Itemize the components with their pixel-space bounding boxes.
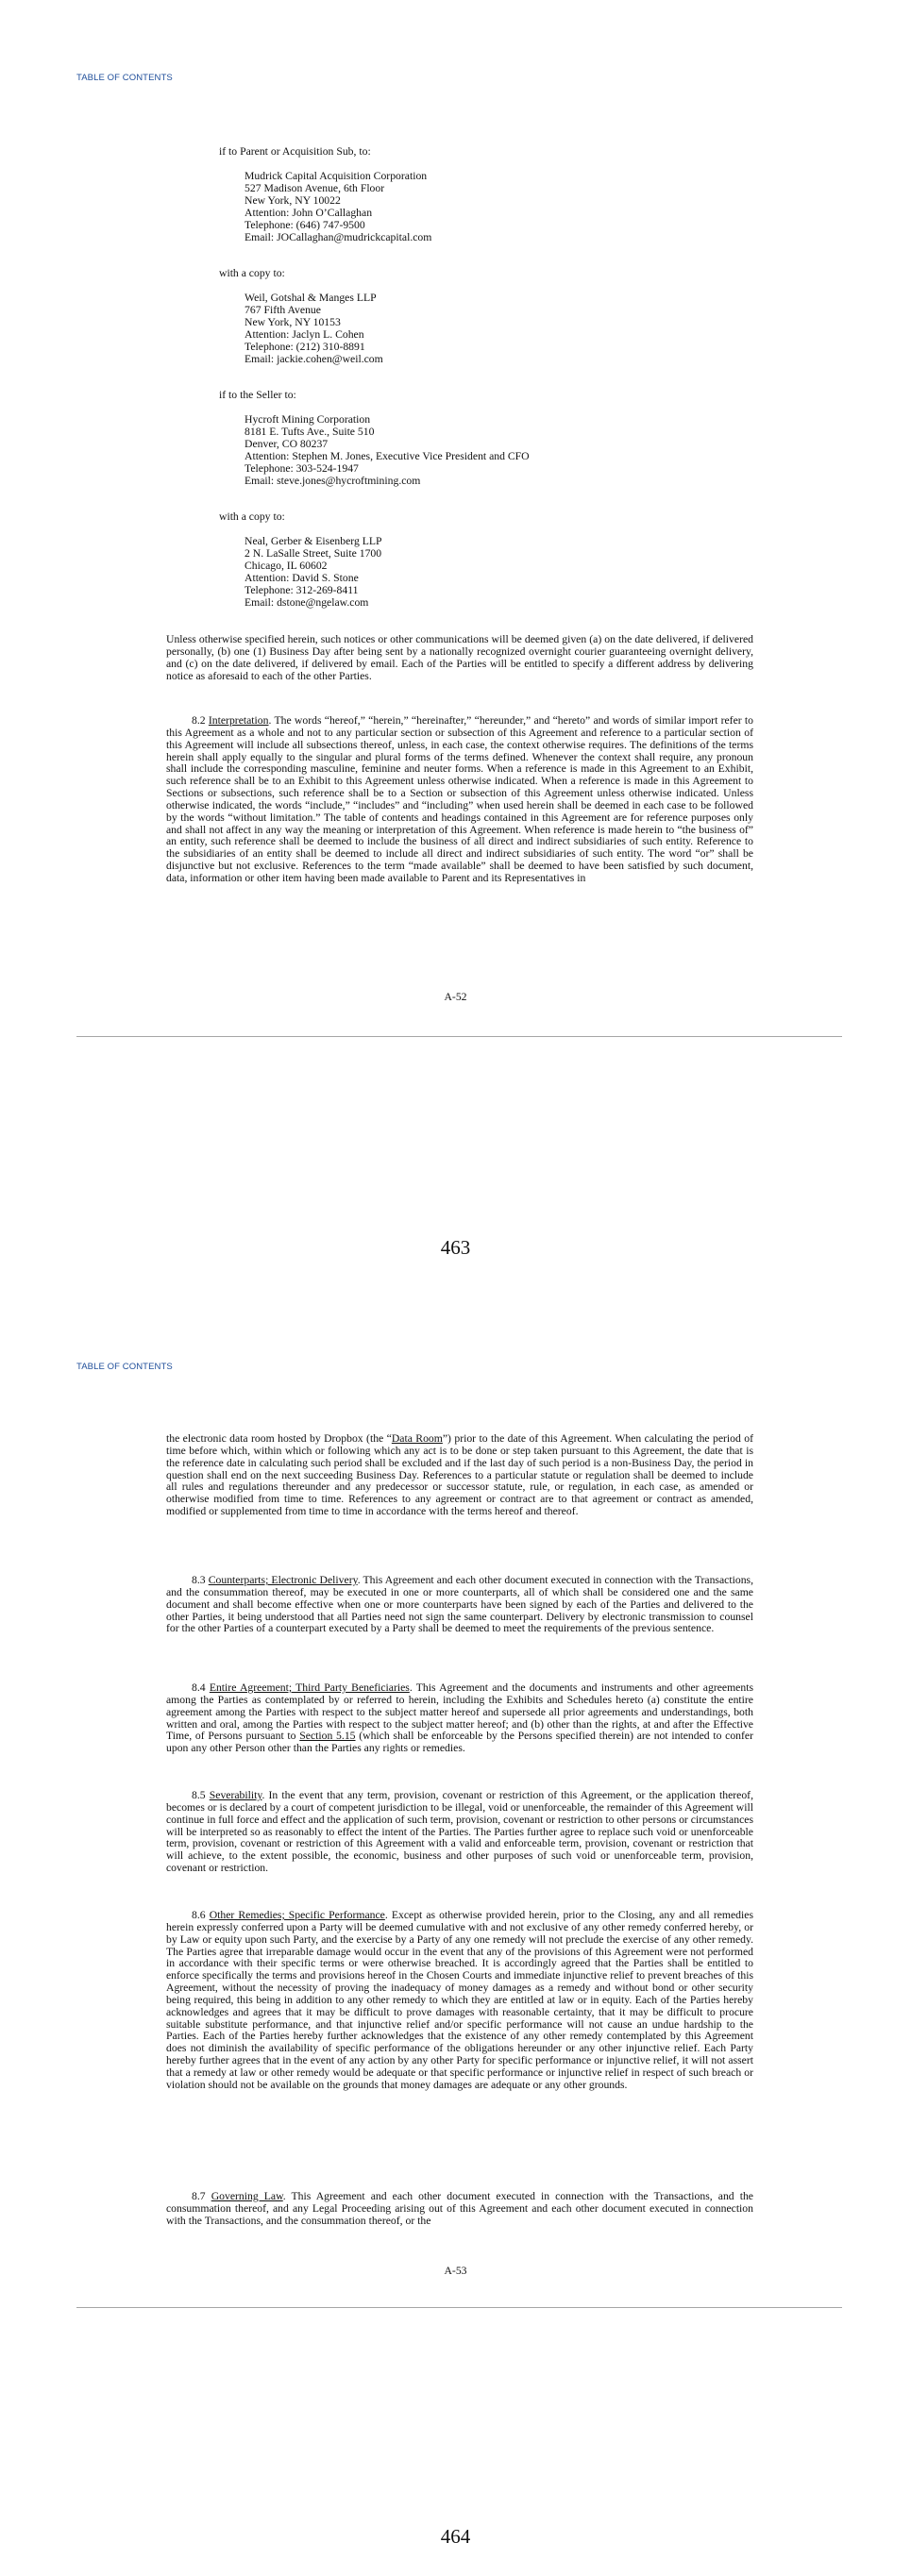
section-body: . This Agreement and the documents and instruments and other agreements among the Parties as contemplated by or referred to herein, including the Exhibits and Schedules hereto (a) constitute the entire agreement among the Parties with respect to the subject matter hereof and supersede all prior agreements and understandings, both written and oral, among the Parties with respect to the subject matter hereof; and (b) other than the rights, at and after the Effective Time, of Persons pursuant to <box>166 1681 754 1743</box>
data-room-term: Data Room <box>391 1432 443 1445</box>
section-8-5-severability <box>166 1790 753 1875</box>
address-line: Attention: Jaclyn L. Cohen <box>245 328 364 342</box>
section-8-4-entire-agreement <box>166 1682 753 1755</box>
address-line: Telephone: (646) 747-9500 <box>245 219 365 232</box>
address-line: 2 N. LaSalle Street, Suite 1700 <box>245 547 382 560</box>
table-of-contents-link[interactable]: TABLE OF CONTENTS <box>76 1362 173 1372</box>
section-body: . This Agreement and each other document executed in connection with the Transactions, and the consummation thereof, and any Legal Proceeding arising out of this Agreement and each other document executed in connection with the Transactions, and the consummation thereof, or the <box>166 2190 753 2227</box>
parent-address <box>245 170 431 244</box>
section-body: . This Agreement and each other document executed in connection with the Transactions, and the consummation thereof, may be executed in one or more counterparts, all of which shall be considered one and the same document and shall become effective when one or more counterparts have been signed by each of the Parties and delivered to the other Parties, it being understood that all Parties need not sign the same counterpart. Delivery by electronic transmission to counsel for the other Parties of a counterpart executed by a Party shall be deemed to meet the requirements of the previous sentence. <box>166 1574 754 1635</box>
address-line: 8181 E. Tufts Ave., Suite 510 <box>245 426 375 439</box>
address-line: Email: jackie.cohen@weil.com <box>245 353 383 366</box>
address-line: Telephone: 312-269-8411 <box>245 584 359 597</box>
section-number: 8.5 <box>192 1789 206 1801</box>
section-title: Entire Agreement; Third Party Beneficiaries <box>209 1681 410 1694</box>
seller-heading: if to the Seller to: <box>219 389 296 401</box>
page-footer-a53: A-53 <box>444 2265 467 2277</box>
address-line: Weil, Gotshal & Manges LLP <box>245 292 377 304</box>
section-8-3-counterparts <box>166 1575 753 1635</box>
address-line: Telephone: 303-524-1947 <box>245 462 359 476</box>
address-line: Email: dstone@ngelaw.com <box>245 596 369 610</box>
address-line: Neal, Gerber & Eisenberg LLP <box>245 535 382 547</box>
section-title: Severability <box>209 1789 262 1801</box>
notice-paragraph: Unless otherwise specified herein, such notices or other communications will be deemed given (a) on the date delivered, if delivered personally, (b) one (1) Business Day after being sent by a nationally recognized overnight courier guaranteeing overnight delivery, and (c) on the date delivered, if delivered by email. Each of the Parties will be entitled to specify a different address by delivering notice as aforesaid to each of the other Parties. <box>166 633 753 682</box>
section-8-7-governing-law <box>166 2191 753 2228</box>
copy-heading-parent: with a copy to: <box>219 267 285 279</box>
address-line: New York, NY 10022 <box>245 194 341 208</box>
page-number-463: 463 <box>440 1236 471 1259</box>
address-line: Attention: John O’Callaghan <box>245 207 373 220</box>
address-line: Denver, CO 80237 <box>245 438 329 451</box>
section-title: Governing Law <box>211 2190 283 2202</box>
address-line: Attention: Stephen M. Jones, Executive Vice President and CFO <box>245 450 530 463</box>
page-footer-a52: A-52 <box>444 991 467 1003</box>
copy-address-parent <box>245 292 383 366</box>
cont-text: the electronic data room hosted by Dropbox (the “ <box>166 1432 392 1445</box>
section-number: 8.3 <box>192 1574 206 1586</box>
address-line: 767 Fifth Avenue <box>245 304 321 317</box>
cont-text: ”) prior to the date of this Agreement. When calculating the period of time before which, within which or following which any act is to be done or step taken pursuant to this Agreement, the date that is the reference date in calculating such period shall be excluded and if the last day of such period is a non-Business Day, the period in question shall end on the next succeeding Business Day. References to a particular statute or regulation shall be deemed to include all rules and regulations thereunder and any predecessor or successor statute, rule, or regulation, in each case, as amended or otherwise modified from time to time. References to any agreement or contract are to that agreement or contract as amended, modified or supplemented from time to time in accordance with the terms hereof and thereof. <box>166 1432 753 1518</box>
section-body: (which shall be enforceable by the Persons specified therein) are not intended to confer upon any other Person other than the Parties any rights or remedies. <box>166 1730 753 1755</box>
section-5-15-reference: Section 5.15 <box>299 1730 356 1743</box>
section-number: 8.2 <box>192 714 206 727</box>
seller-address <box>245 413 530 488</box>
address-line: Attention: David S. Stone <box>245 572 359 585</box>
section-title: Other Remedies; Specific Performance <box>209 1909 385 1921</box>
address-line: Hycroft Mining Corporation <box>245 413 371 426</box>
page-divider <box>76 1036 842 1037</box>
address-line: Telephone: (212) 310-8891 <box>245 341 365 354</box>
section-body: . In the event that any term, provision, covenant or restriction of this Agreement, or the application thereof, becomes or is declared by a court of competent jurisdiction to be illegal, void or unenforceable, the remainder of this Agreement will continue in full force and effect and the application of such term, provision, covenant or restriction to other persons or circumstances will be interpreted so as reasonably to effect the intent of the Parties. The Parties further agree to replace such void or unenforceable term, provision, covenant or restriction of this Agreement with a valid and enforceable term, provision, covenant or restriction that will achieve, to the extent possible, the economic, business and other purposes of such void or unenforceable term, provision, covenant or restriction. <box>166 1789 753 1875</box>
address-line: Mudrick Capital Acquisition Corporation <box>245 170 428 182</box>
copy-address-seller <box>245 535 382 610</box>
address-line: Email: JOCallaghan@mudrickcapital.com <box>245 231 432 244</box>
page-divider <box>76 2307 842 2308</box>
section-8-6-other-remedies <box>166 1910 753 2092</box>
table-of-contents-link[interactable]: TABLE OF CONTENTS <box>76 73 173 83</box>
section-8-2-continued <box>166 1433 753 1518</box>
section-body: . Except as otherwise provided herein, prior to the Closing, any and all remedies herein expressly conferred upon a Party will be deemed cumulative with and not exclusive of any other remedy conferred hereby, or by Law or equity upon such Party, and the exercise by a Party of any one remedy will not preclude the exercise of any other remedy. The Parties agree that irreparable damage would occur in the event that any of the provisions of this Agreement were not performed in accordance with their specific terms or were otherwise breached. It is accordingly agreed that the Parties shall be entitled to enforce specifically the terms and provisions hereof in the Chosen Courts and immediate injunctive relief to prevent breaches of this Agreement, without the necessity of proving the inadequacy of money damages as a remedy and without bond or other security being required, this being in addition to any other remedy to which they are entitled at law or in equity. Each of the Parties hereby acknowledges and agrees that it may be difficult to prove damages with reasonable certainty, that it may be difficult to procure suitable substitute performance, and that injunctive relief and/or specific performance will not cause an undue hardship to the Parties. Each of the Parties hereby further acknowledges that the existence of any other remedy contemplated by this Agreement does not diminish the availability of specific performance of the obligations hereunder or any other injunctive relief. Each Party hereby further agrees that in the event of any action by any other Party for specific performance or injunctive relief, it will not assert that a remedy at law or other remedy would be adequate or that specific performance or injunctive relief in respect of such breach or violation should not be available on the grounds that money damages are adequate or any other grounds. <box>166 1909 753 2091</box>
section-8-2-interpretation <box>166 715 753 885</box>
address-line: New York, NY 10153 <box>245 316 341 329</box>
section-title: Interpretation <box>208 714 269 727</box>
copy-heading-seller: with a copy to: <box>219 510 285 523</box>
section-number: 8.6 <box>192 1909 206 1921</box>
section-number: 8.4 <box>192 1681 206 1694</box>
address-line: Email: steve.jones@hycroftmining.com <box>245 475 421 488</box>
section-title: Counterparts; Electronic Delivery <box>208 1574 358 1586</box>
section-number: 8.7 <box>192 2190 206 2202</box>
page-number-464: 464 <box>440 2525 471 2548</box>
address-line: 527 Madison Avenue, 6th Floor <box>245 182 385 195</box>
parent-heading: if to Parent or Acquisition Sub, to: <box>219 145 371 158</box>
address-line: Chicago, IL 60602 <box>245 560 328 573</box>
section-body: . The words “hereof,” “herein,” “hereinafter,” “hereunder,” and “hereto” and words of similar import refer to this Agreement as a whole and not to any particular section or subsection of this Agreement and reference to a particular section of this Agreement will include all subsections thereof, unless, in each case, the context otherwise requires. The definitions of the terms herein shall apply equally to the singular and plural forms of the terms defined. Whenever the context shall require, any pronoun shall include the corresponding masculine, feminine and neuter forms. When a reference is made in this Agreement to an Exhibit, such reference shall be to an Exhibit to this Agreement unless otherwise indicated. When a reference is made in this Agreement to Sections or subsections, such reference shall be to a Section or subsection of this Agreement unless otherwise indicated. Unless otherwise indicated, the words “include,” “includes” and “including” when used herein shall be deemed in each case to be followed by the words “without limitation.” The table of contents and headings contained in this Agreement are for reference purposes only and shall not affect in any way the meaning or interpretation of this Agreement. When reference is made herein to “the business of” an entity, such reference shall be deemed to include the business of all direct and indirect subsidiaries of such entity. Reference to the subsidiaries of an entity shall be deemed to include all direct and indirect subsidiaries of such entity. The word “or” shall be disjunctive but not exclusive. References to the term “made available” shall be deemed to have been satisfied by such document, data, information or other item having been made available to Parent and its Representatives in <box>166 714 754 884</box>
